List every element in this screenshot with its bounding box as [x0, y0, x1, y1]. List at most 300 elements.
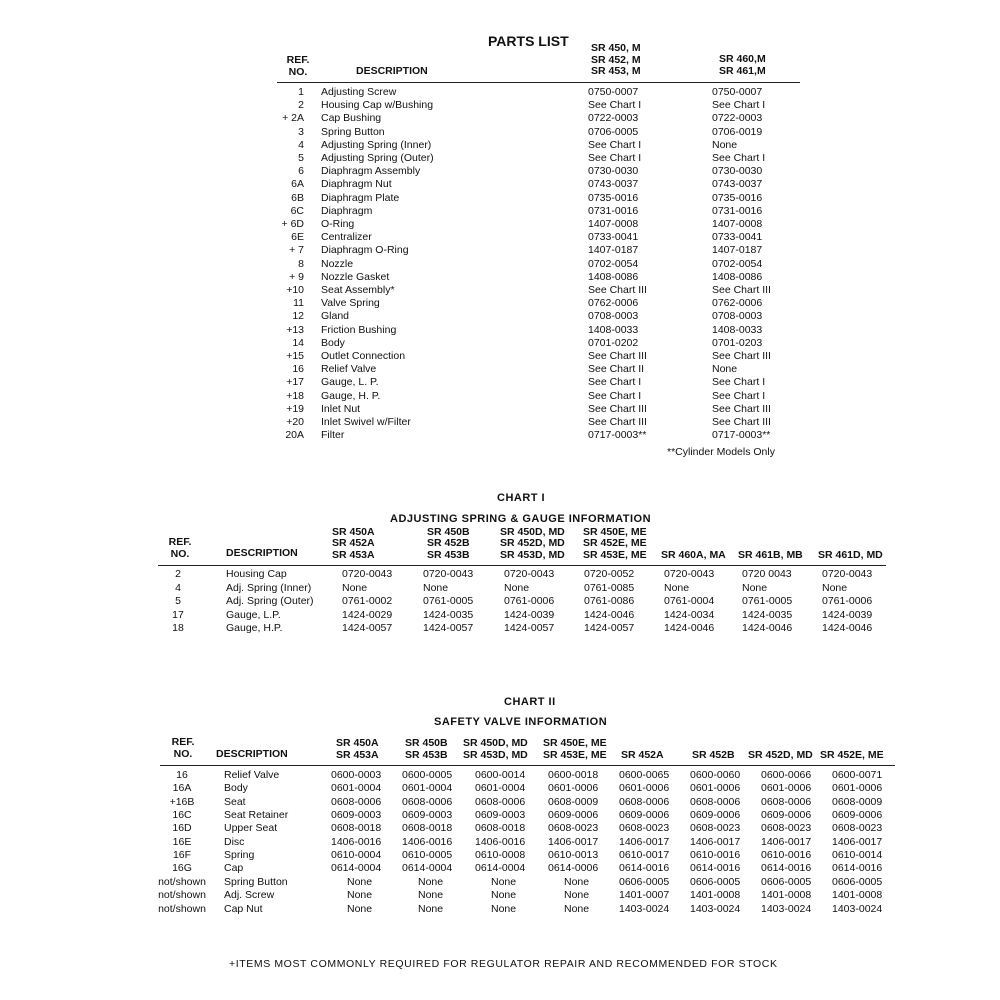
part-description: Diaphragm	[321, 204, 373, 217]
column-header	[427, 527, 470, 562]
model-label: SR 453, M	[591, 65, 641, 77]
table-row	[0, 139, 1000, 152]
part-number: 0614-0016	[832, 862, 883, 875]
part-number: 0600-0005	[402, 769, 453, 781]
part-description: Seat	[224, 795, 246, 808]
part-number: 0600-0066	[761, 769, 812, 781]
model-label: SR 452B	[692, 748, 735, 761]
part-number: 1408-0086	[712, 270, 763, 283]
part-number: 0601-0004	[402, 782, 453, 795]
part-number: None	[712, 138, 738, 151]
part-number: 0614-0006	[548, 862, 599, 875]
ref-number: 5	[298, 152, 304, 164]
ref-number: + 2A	[282, 112, 304, 125]
model-label: SR 461,M	[719, 64, 766, 77]
part-number: 0608-0009	[548, 795, 599, 808]
ref-number: + 7	[289, 244, 304, 257]
part-number: 0761-0005	[742, 595, 793, 607]
part-number: 0601-0006	[690, 782, 741, 795]
part-number: 1407-0008	[588, 218, 639, 230]
part-number: 0608-0023	[690, 822, 741, 835]
ref-number: + 9	[289, 270, 304, 283]
part-number: 0608-0023	[832, 822, 883, 835]
ref-number: 16	[176, 769, 188, 781]
model-label: SR 450B	[405, 737, 448, 749]
no-label: NO.	[170, 547, 190, 560]
part-number: See Chart I	[588, 389, 642, 402]
part-number: 0750-0007	[588, 86, 639, 98]
part-description: Cap Nut	[224, 902, 263, 915]
part-number: 0606-0005	[690, 875, 741, 888]
model-label: SR 450E, ME	[583, 525, 647, 538]
part-number: 0608-0006	[619, 795, 670, 808]
table-row	[0, 769, 1000, 782]
model-label: SR 452E, ME	[820, 748, 884, 761]
table-row	[0, 284, 1000, 297]
table-row	[0, 205, 1000, 218]
model-label: SR 461B, MB	[738, 548, 803, 561]
part-number: 0610-0004	[331, 849, 382, 862]
ref-number: not/shown	[158, 875, 206, 888]
part-number: 0743-0037	[712, 178, 763, 191]
part-number: None	[564, 875, 590, 888]
part-description: Diaphragm O-Ring	[321, 244, 409, 257]
no-label: NO.	[173, 747, 193, 760]
part-number: 0761-0004	[664, 595, 715, 607]
part-number: See Chart III	[712, 350, 771, 362]
table-row	[0, 796, 1000, 809]
part-number: 0720-0043	[664, 568, 715, 580]
part-number: 1401-0008	[690, 889, 741, 902]
parts-footnote: **Cylinder Models Only	[667, 446, 775, 458]
part-number: 0761-0006	[504, 595, 555, 607]
table-row	[0, 782, 1000, 795]
chart1-title: CHART I	[497, 492, 546, 504]
ref-number: not/shown	[158, 889, 206, 902]
part-number: 0761-0086	[584, 595, 635, 607]
part-number: See Chart I	[712, 99, 766, 112]
part-number: 0600-0003	[331, 769, 382, 781]
table-row	[0, 112, 1000, 125]
part-number: 0733-0041	[588, 231, 639, 244]
part-number: 0609-0006	[619, 809, 670, 822]
part-number: None	[664, 581, 690, 594]
part-number: 0720-0043	[822, 568, 873, 580]
part-number: See Chart I	[588, 138, 642, 151]
part-number: 0609-0006	[548, 809, 599, 822]
part-number: 0731-0016	[712, 204, 763, 217]
ref-number: +20	[286, 416, 304, 428]
part-number: 1403-0024	[619, 902, 670, 915]
part-number: None	[418, 875, 444, 888]
part-description: Centralizer	[321, 231, 372, 244]
table-row	[0, 876, 1000, 889]
ref-number: 16F	[172, 849, 192, 862]
chart2-description-header: DESCRIPTION	[216, 748, 288, 760]
ref-number: 6B	[291, 191, 304, 204]
part-number: 0610-0014	[832, 849, 883, 862]
part-number: 1406-0016	[475, 835, 526, 848]
table-row	[0, 849, 1000, 862]
part-number: 0722-0003	[588, 112, 639, 125]
ref-number: +10	[286, 284, 304, 296]
model-label: SR 450D, MD	[500, 525, 565, 538]
part-number: 0608-0023	[548, 822, 599, 835]
table-row	[0, 99, 1000, 112]
part-number: 0735-0016	[712, 191, 763, 204]
ref-number: 18	[172, 622, 184, 634]
part-description: Diaphragm Plate	[321, 191, 400, 204]
table-row	[0, 218, 1000, 231]
part-description: Upper Seat	[224, 822, 278, 835]
column-header	[463, 738, 528, 761]
part-number: 1401-0007	[619, 889, 670, 902]
column-header	[748, 750, 813, 762]
part-number: None	[822, 581, 848, 594]
part-number: See Chart I	[588, 99, 642, 112]
model-label: SR 461D, MD	[818, 548, 883, 561]
part-number: 1406-0017	[832, 835, 883, 848]
ref-number: 4	[298, 138, 304, 151]
table-row	[0, 568, 1000, 581]
part-number: 0761-0002	[342, 595, 393, 607]
part-description: Adj. Spring (Outer)	[226, 595, 314, 607]
part-number: 1401-0008	[832, 889, 883, 902]
part-description: Nozzle	[321, 257, 354, 270]
part-number: 0750-0007	[712, 86, 763, 98]
column-header	[336, 738, 379, 761]
part-number: 0701-0203	[712, 336, 763, 349]
part-number: None	[347, 889, 373, 902]
part-number: 0702-0054	[588, 257, 639, 270]
table-row	[0, 376, 1000, 389]
model-label: SR 452B	[427, 537, 470, 549]
part-description: Adj. Spring (Inner)	[226, 581, 312, 594]
part-number: None	[418, 889, 444, 902]
column-header	[818, 550, 883, 562]
table-row	[0, 324, 1000, 337]
model-label: SR 453B	[405, 748, 448, 761]
part-number: See Chart III	[588, 416, 647, 428]
chart2-ref-header	[163, 737, 203, 760]
part-number: 1407-0008	[712, 218, 763, 230]
part-number: 0610-0008	[475, 849, 526, 862]
ref-label: REF.	[286, 54, 310, 66]
part-description: Body	[321, 336, 345, 349]
part-number: 0762-0006	[712, 297, 763, 310]
part-number: 1424-0057	[584, 622, 635, 634]
table-row	[0, 403, 1000, 416]
column-header	[332, 527, 375, 562]
part-number: None	[742, 581, 768, 594]
part-number: 1406-0017	[761, 835, 812, 848]
no-label: NO.	[288, 65, 308, 78]
part-number: 0717-0003**	[712, 429, 771, 442]
part-number: 0601-0004	[331, 782, 382, 795]
part-number: 0730-0030	[712, 165, 763, 178]
ref-number: 16A	[172, 782, 192, 795]
part-number: 0762-0006	[588, 297, 639, 310]
part-number: 0609-0006	[832, 809, 883, 822]
table-row	[0, 363, 1000, 376]
part-description: Spring Button	[321, 125, 385, 138]
model-label: SR 452D, MD	[748, 748, 813, 761]
chart1-description-header: DESCRIPTION	[226, 547, 298, 559]
part-description: Gauge, L.P.	[226, 608, 281, 621]
part-number: 0600-0014	[475, 769, 526, 781]
part-number: 0600-0065	[619, 769, 670, 781]
part-number: 0614-0004	[331, 862, 382, 875]
table-row	[0, 622, 1000, 635]
part-number: 0609-0003	[475, 809, 526, 822]
model-label: SR 453E, ME	[583, 548, 647, 561]
part-number: See Chart I	[712, 152, 766, 164]
part-number: 0600-0071	[832, 769, 883, 781]
part-number: 0608-0006	[402, 795, 453, 808]
part-number: 0614-0004	[402, 862, 453, 875]
part-description: Nozzle Gasket	[321, 270, 390, 283]
part-number: 0608-0009	[832, 795, 883, 808]
model-label: SR 452, M	[591, 53, 641, 66]
part-number: None	[423, 581, 449, 594]
table-row	[0, 595, 1000, 608]
ref-number: +13	[286, 323, 304, 336]
part-number: None	[347, 875, 373, 888]
ref-number: 6C	[290, 204, 304, 217]
model-label: SR 450A	[336, 737, 379, 749]
ref-label: REF.	[168, 536, 192, 548]
part-number: 1424-0035	[742, 608, 793, 621]
part-description: Gauge, H. P.	[321, 389, 381, 402]
part-number: 0610-0005	[402, 849, 453, 862]
part-description: Friction Bushing	[321, 323, 397, 336]
part-number: 0614-0016	[690, 862, 741, 875]
part-number: 0730-0030	[588, 165, 639, 178]
ref-number: +16B	[169, 795, 195, 808]
part-number: 1401-0008	[761, 889, 812, 902]
part-number: 1424-0039	[504, 608, 555, 621]
chart1-header-rule	[158, 565, 886, 566]
part-number: See Chart III	[712, 284, 771, 296]
part-number: 0731-0016	[588, 204, 639, 217]
model-label: SR 452A	[621, 748, 664, 761]
part-number: 0708-0003	[588, 310, 639, 323]
chart2-subtitle: SAFETY VALVE INFORMATION	[434, 716, 608, 728]
part-number: 0609-0006	[690, 809, 741, 822]
part-number: 0706-0019	[712, 125, 763, 138]
part-number: 0720 0043	[742, 568, 792, 580]
table-row	[0, 582, 1000, 595]
part-number: 1403-0024	[832, 902, 883, 915]
part-number: None	[491, 889, 517, 902]
part-number: 1406-0017	[548, 835, 599, 848]
chart1-ref-header	[160, 537, 200, 560]
part-number: See Chart I	[712, 389, 766, 402]
model-label: SR 453A	[332, 548, 375, 561]
table-row	[0, 609, 1000, 622]
part-number: 0614-0016	[619, 862, 670, 875]
model-label: SR 452A	[332, 537, 375, 549]
ref-number: 12	[292, 310, 304, 323]
part-number: 1406-0017	[690, 835, 741, 848]
part-number: 0606-0005	[832, 875, 883, 888]
ref-number: +15	[286, 350, 304, 362]
part-description: Spring	[224, 849, 255, 862]
table-row	[0, 152, 1000, 165]
part-number: 0610-0013	[548, 849, 599, 862]
column-header	[543, 738, 607, 761]
part-description: Cap	[224, 862, 244, 875]
ref-number: 4	[175, 581, 181, 594]
part-description: Gauge, H.P.	[226, 622, 283, 634]
part-number: 1424-0039	[822, 608, 873, 621]
part-number: None	[347, 902, 373, 915]
part-description: Adjusting Spring (Inner)	[321, 138, 432, 151]
part-description: O-Ring	[321, 218, 355, 230]
ref-number: 2	[175, 568, 181, 580]
part-number: 1403-0024	[690, 902, 741, 915]
ref-number: 16E	[172, 835, 192, 848]
part-number: 0600-0018	[548, 769, 599, 781]
part-number: 0601-0004	[475, 782, 526, 795]
part-number: 1403-0024	[761, 902, 812, 915]
part-number: 1408-0033	[588, 323, 639, 336]
ref-number: not/shown	[158, 902, 206, 915]
table-row	[0, 862, 1000, 875]
part-number: 1406-0017	[619, 835, 670, 848]
column-header	[820, 750, 884, 762]
part-number: 1424-0046	[822, 622, 873, 634]
part-number: 0743-0037	[588, 178, 639, 191]
part-description: Cap Bushing	[321, 112, 382, 125]
part-number: 0702-0054	[712, 257, 763, 270]
part-number: See Chart II	[588, 363, 645, 376]
table-row	[0, 822, 1000, 835]
part-number: None	[712, 363, 738, 376]
ref-number: 3	[298, 125, 304, 138]
part-number: 1424-0046	[584, 608, 635, 621]
part-number: See Chart I	[712, 376, 766, 389]
column-header	[405, 738, 448, 761]
part-number: 0606-0005	[761, 875, 812, 888]
model-label: SR 453D, MD	[500, 548, 565, 561]
model-label: SR 453B	[427, 548, 470, 561]
part-description: Outlet Connection	[321, 350, 406, 362]
part-description: Inlet Nut	[321, 402, 361, 415]
part-number: 0608-0006	[331, 795, 382, 808]
ref-number: 20A	[285, 429, 304, 442]
model-label: SR 452D, MD	[500, 537, 565, 549]
part-number: 1424-0057	[342, 622, 393, 634]
part-number: 0761-0085	[584, 581, 635, 594]
parts-header-rule	[277, 82, 800, 83]
part-number: 0610-0016	[690, 849, 741, 862]
part-description: Gauge, L. P.	[321, 376, 379, 389]
part-number: 0608-0018	[402, 822, 453, 835]
part-number: 0706-0005	[588, 125, 639, 138]
column-header	[692, 750, 735, 762]
model-label: SR 453D, MD	[463, 748, 528, 761]
column-header	[583, 527, 647, 562]
part-number: 1406-0016	[402, 835, 453, 848]
part-description: Inlet Swivel w/Filter	[321, 416, 411, 428]
part-description: Relief Valve	[321, 363, 377, 376]
part-description: Seat Retainer	[224, 809, 289, 822]
table-row	[0, 809, 1000, 822]
ref-number: 2	[298, 99, 304, 112]
part-number: 0609-0006	[761, 809, 812, 822]
part-description: Relief Valve	[224, 769, 280, 781]
part-number: 0735-0016	[588, 191, 639, 204]
part-description: Housing Cap w/Bushing	[321, 99, 434, 112]
part-number: 1407-0187	[588, 244, 639, 257]
table-row	[0, 350, 1000, 363]
part-number: 0717-0003**	[588, 429, 647, 442]
part-number: See Chart III	[588, 350, 647, 362]
table-row	[0, 297, 1000, 310]
model-label: SR 460A, MA	[661, 548, 726, 561]
part-description: Gland	[321, 310, 350, 323]
part-number: 0608-0018	[475, 822, 526, 835]
part-number: 0614-0004	[475, 862, 526, 875]
ref-number: +18	[286, 389, 304, 402]
part-number: 1408-0086	[588, 270, 639, 283]
part-description: Valve Spring	[321, 297, 380, 310]
part-number: None	[504, 581, 530, 594]
ref-number: 6	[298, 165, 304, 178]
model-label: SR 453A	[336, 748, 379, 761]
part-number: 0601-0006	[548, 782, 599, 795]
part-number: 1424-0035	[423, 608, 474, 621]
model-label: SR 450D, MD	[463, 737, 528, 749]
part-number: 0720-0043	[342, 568, 393, 580]
column-header	[738, 550, 803, 562]
part-number: 1408-0033	[712, 323, 763, 336]
part-number: 0609-0003	[331, 809, 382, 822]
part-number: 1424-0046	[664, 622, 715, 634]
ref-number: 16C	[172, 809, 192, 822]
part-number: 0601-0006	[832, 782, 883, 795]
part-number: See Chart III	[588, 284, 647, 296]
ref-number: 6E	[291, 231, 304, 244]
part-description: Adj. Screw	[224, 889, 275, 902]
model-label: SR 453E, ME	[543, 748, 607, 761]
part-number: 0708-0003	[712, 310, 763, 323]
ref-label: REF.	[171, 736, 195, 748]
table-row	[0, 390, 1000, 403]
part-number: 0608-0023	[761, 822, 812, 835]
part-number: 0608-0006	[761, 795, 812, 808]
part-number: 0722-0003	[712, 112, 763, 125]
table-row	[0, 126, 1000, 139]
column-header	[621, 750, 664, 762]
part-number: 1424-0046	[742, 622, 793, 634]
table-row	[0, 903, 1000, 916]
table-row	[0, 178, 1000, 191]
parts-ref-header	[283, 55, 313, 78]
part-number: 0761-0006	[822, 595, 873, 607]
part-number: See Chart III	[588, 402, 647, 415]
table-row	[0, 416, 1000, 429]
model-label: SR 460,M	[719, 53, 766, 65]
table-row	[0, 836, 1000, 849]
parts-models-a-header	[591, 43, 641, 78]
part-description: Filter	[321, 429, 345, 442]
part-number: 0608-0006	[475, 795, 526, 808]
part-number: 0608-0006	[690, 795, 741, 808]
parts-list-title: PARTS LIST	[488, 33, 569, 49]
part-number: See Chart I	[588, 152, 642, 164]
